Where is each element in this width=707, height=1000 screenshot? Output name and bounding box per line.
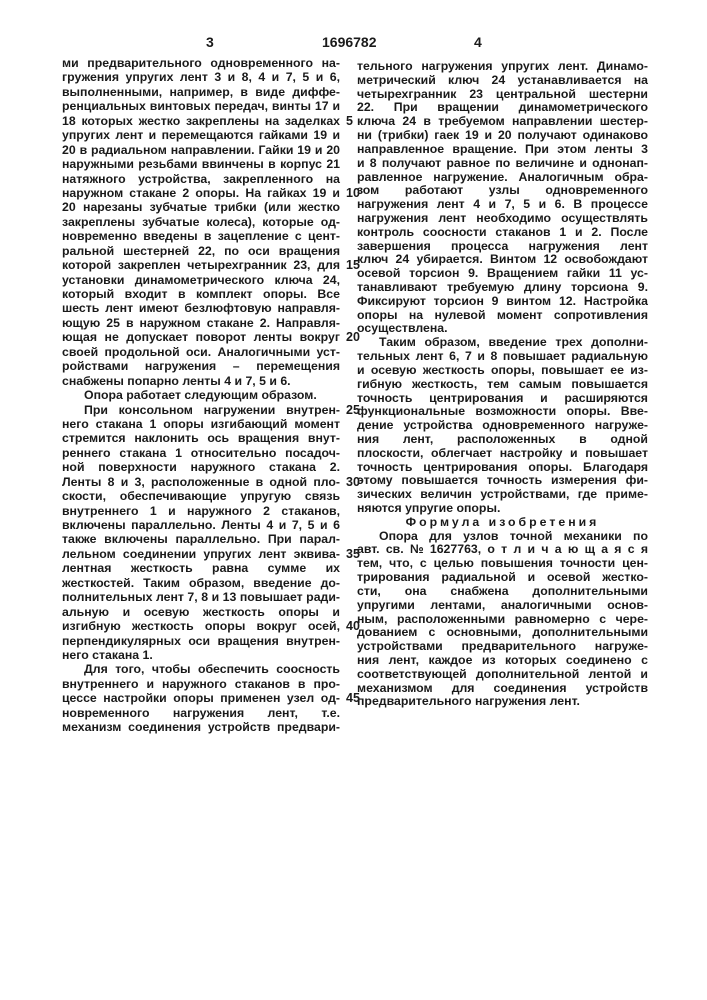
- text-line: [62, 229, 340, 243]
- text-line: [357, 392, 648, 406]
- text-line-content: предварительного нагружения лент.: [357, 695, 580, 709]
- text-line-content: дение устройства одновременного нагруже-: [357, 419, 648, 433]
- text-line-content: упругими лентами, аналогичными основ-: [357, 599, 648, 613]
- text-line-content: При консольном нагружении внутрен-: [62, 403, 340, 417]
- text-line: [357, 599, 648, 613]
- text-line-content: устройствами предварительного нагруже-: [357, 640, 648, 654]
- text-line: [62, 157, 340, 171]
- text-line: [62, 273, 340, 287]
- text-line-content: нагружения лент 4 и 7, 5 и 6. В процессе: [357, 198, 648, 212]
- line-number: 15: [346, 258, 366, 272]
- text-line-content: точность центрирования и расширяются: [357, 392, 648, 406]
- text-line-content: также включены параллельно. При парал-: [62, 532, 340, 546]
- text-line: [357, 461, 648, 475]
- text-line-content: ключ 24 убирается. Винтом 12 освобождают: [357, 253, 648, 267]
- text-line: [357, 198, 648, 212]
- text-line: [62, 403, 340, 417]
- text-line: [62, 186, 340, 200]
- text-line: [62, 345, 340, 359]
- text-line: [62, 128, 340, 142]
- text-line: [62, 532, 340, 546]
- text-line: [62, 330, 340, 344]
- text-line: [357, 668, 648, 682]
- left-text-column: [62, 56, 340, 735]
- text-line-content: механизмом для соединения устройств: [357, 682, 648, 696]
- text-line-content: гружения упругих лент 3 и 8, 4 и 7, 5 и 6,: [62, 70, 340, 84]
- text-line-content: четырехгранник 23 центральной шестерни: [357, 88, 648, 102]
- text-line-content: 22. При вращении динамометрического: [357, 101, 648, 115]
- text-line-content: ральной шестерней 22, по оси вращения: [62, 244, 340, 258]
- text-line: [62, 417, 340, 431]
- text-line-content: точность центрирования опоры. Благодаря: [357, 461, 648, 475]
- text-line: [357, 613, 648, 627]
- text-line: [62, 662, 340, 676]
- text-line-content: ющую 25 в наружном стакане 2. Направля-: [62, 316, 340, 330]
- text-line: [357, 626, 648, 640]
- text-line-content: упругих лент и перемещаются гайками 19 и: [62, 128, 340, 142]
- page-number-right: 4: [474, 34, 482, 50]
- text-line-content: новременного нагружения лент, т.е.: [62, 706, 340, 720]
- text-line: [357, 364, 648, 378]
- text-line: [62, 388, 340, 402]
- text-line: [62, 431, 340, 445]
- text-line-content: своей продольной оси. Аналогичными уст-: [62, 345, 340, 359]
- text-line: [62, 359, 340, 373]
- text-line-content: ния лент, расположенных в одной: [357, 433, 648, 447]
- line-number: 30: [346, 475, 366, 489]
- patent-number: 1696782: [322, 34, 377, 50]
- page-number-left: 3: [206, 34, 214, 50]
- text-line-content: внутреннего 1 и наружного 2 стаканов,: [62, 504, 340, 518]
- text-line-content: выполненными, например, в виде диффе-: [62, 85, 340, 99]
- text-line-content: цессе настройки опоры применен узел од-: [62, 691, 340, 705]
- text-line: [357, 295, 648, 309]
- text-line: [357, 502, 648, 516]
- text-line: [357, 571, 648, 585]
- text-line-content: Фиксируют торсион 9 винтом 12. Настройка: [357, 295, 648, 309]
- text-line: [357, 226, 648, 240]
- text-line-content: снабжены попарно ленты 4 и 7, 5 и 6.: [62, 374, 291, 388]
- text-line: [62, 114, 340, 128]
- text-line-content: метрический ключ 24 устанавливается на: [357, 74, 648, 88]
- text-line-content: лентная жесткость равна сумме их: [62, 561, 340, 575]
- text-line-content: завершения процесса нагружения лент: [357, 240, 648, 254]
- line-number: 40: [346, 619, 366, 633]
- text-line: [62, 316, 340, 330]
- text-line-content: новременно введены в зацепление с цент-: [62, 229, 340, 243]
- text-line-content: равленное нагружение. Аналогичным обра-: [357, 171, 648, 185]
- right-text-column: [357, 60, 648, 709]
- text-line-content: ния лент, каждое из которых соединено с: [357, 654, 648, 668]
- text-line: [357, 474, 648, 488]
- line-number: 20: [346, 330, 366, 344]
- text-line: [62, 374, 340, 388]
- text-line: [357, 557, 648, 571]
- text-line-content: наружными резьбами ввинчены в корпус 21: [62, 157, 340, 171]
- text-line-content: ной поверхности наружного стакана 2.: [62, 460, 340, 474]
- text-line: [62, 143, 340, 157]
- text-line-content: альную и осевую жесткость опоры и: [62, 605, 340, 619]
- text-line: [357, 350, 648, 364]
- text-line: [357, 212, 648, 226]
- text-line-content: Опора для узлов точной механики по: [357, 530, 648, 544]
- text-line-content: изгибную жесткость опоры вокруг осей,: [62, 619, 340, 633]
- text-line-content: ни (трибки) гаек 19 и 20 получают одинаково: [357, 129, 648, 143]
- text-line: [357, 281, 648, 295]
- text-line: [357, 695, 648, 709]
- text-line: [357, 129, 648, 143]
- text-line: [357, 60, 648, 74]
- text-line-content: сти, она снабжена дополнительными: [357, 585, 648, 599]
- text-line-content: зических величин устройствами, где приме-: [357, 488, 648, 502]
- text-line-content: лельном соединении упругих лент эквива-: [62, 547, 340, 561]
- line-number: 25: [346, 403, 366, 417]
- text-line: [357, 433, 648, 447]
- text-line: [62, 619, 340, 633]
- text-line: [62, 56, 340, 70]
- text-line-content: Ленты 8 и 3, расположенные в одной пло-: [62, 475, 340, 489]
- text-line: [357, 447, 648, 461]
- text-line-content: тельного нагружения упругих лент. Динамо-: [357, 60, 648, 74]
- text-line: [357, 640, 648, 654]
- text-line-content: опоры на нулевой момент сопротивления: [357, 309, 648, 323]
- text-line: [357, 184, 648, 198]
- text-line-content: контроль соосности стаканов 1 и 2. После: [357, 226, 648, 240]
- section-heading: [357, 516, 648, 530]
- text-line: [62, 200, 340, 214]
- text-line-content: ройствами нагружения – перемещения: [62, 359, 340, 373]
- text-line: [62, 634, 340, 648]
- text-line-content: закреплены зубчатые колеса), которые од-: [62, 215, 340, 229]
- text-line: [357, 101, 648, 115]
- text-line-content: ющая не допускает поворот ленты вокруг: [62, 330, 340, 344]
- text-line: [357, 543, 648, 557]
- text-line-content: Для того, чтобы обеспечить соосность: [62, 662, 340, 676]
- text-line-content: полнительных лент 7, 8 и 13 повышает ради-: [62, 590, 340, 604]
- text-line-content: наружном стакане 2 опоры. На гайках 19 и: [62, 186, 340, 200]
- text-line: [357, 88, 648, 102]
- text-line-content: 20 нарезаны зубчатые трибки (или жестко: [62, 200, 340, 214]
- text-line: [62, 215, 340, 229]
- text-line: [62, 504, 340, 518]
- text-line-content: осевой торсион 9. Вращением гайки 11 ус-: [357, 267, 648, 281]
- text-line-content: включены параллельно. Ленты 4 и 7, 5 и 6: [62, 518, 340, 532]
- text-line: [62, 301, 340, 315]
- text-line: [62, 287, 340, 301]
- text-line-content: Формула изобретения: [406, 516, 600, 530]
- text-line-content: танавливают требуемую длину торсиона 9.: [357, 281, 648, 295]
- text-line: [357, 74, 648, 88]
- line-number: 10: [346, 186, 366, 200]
- text-line-content: зом работают узлы одновременного: [357, 184, 648, 198]
- text-line: [357, 405, 648, 419]
- line-number: 5: [346, 114, 366, 128]
- text-line-content: этому повышается точность измерения фи-: [357, 474, 648, 488]
- text-line: [357, 240, 648, 254]
- text-line: [62, 99, 340, 113]
- text-line-content: шесть лент имеют безлюфтовую направля-: [62, 301, 340, 315]
- text-line: [357, 157, 648, 171]
- text-line-content: которой закреплен четырехгранник 23, для: [62, 258, 340, 272]
- text-line: [62, 172, 340, 186]
- text-line: [357, 530, 648, 544]
- text-line: [62, 677, 340, 691]
- text-line: [357, 585, 648, 599]
- text-line: [62, 605, 340, 619]
- text-line-content: гибную жесткость, тем самым повышается: [357, 378, 648, 392]
- text-line: [62, 590, 340, 604]
- text-line-content: няются упругие опоры.: [357, 502, 500, 516]
- line-number: 35: [346, 547, 366, 561]
- text-line-content: натяжного устройства, закрепленного на: [62, 172, 340, 186]
- text-line-content: Таким образом, введение трех дополни-: [357, 336, 648, 350]
- text-line-content: ключа 24 в требуемом направлении шестер-: [357, 115, 648, 129]
- text-line-content: перпендикулярных оси вращения внутрен-: [62, 634, 340, 648]
- text-line: [357, 143, 648, 157]
- text-line-content: скости, обеспечивающие упругую связь: [62, 489, 340, 503]
- text-line: [357, 378, 648, 392]
- text-line: [62, 706, 340, 720]
- text-line: [357, 115, 648, 129]
- text-line-content: механизм соединения устройств предвари-: [62, 720, 340, 734]
- text-line: [62, 475, 340, 489]
- text-line-content: внутреннего и наружного стаканов в про-: [62, 677, 340, 691]
- text-line-content: стремится наклонить ось вращения внут-: [62, 431, 340, 445]
- text-line-content: тельных лент 6, 7 и 8 повышает радиальную: [357, 350, 648, 364]
- text-line: [62, 258, 340, 272]
- text-line-content: тем, что, с целью повышения точности цен-: [357, 557, 648, 571]
- text-line: [62, 518, 340, 532]
- text-line: [62, 460, 340, 474]
- text-line-content: функциональные возможности опоры. Вве-: [357, 405, 648, 419]
- text-line: [357, 654, 648, 668]
- text-line: [357, 171, 648, 185]
- text-line: [357, 488, 648, 502]
- text-line-content: установки динамометрического ключа 24,: [62, 273, 340, 287]
- text-line: [357, 336, 648, 350]
- text-line-content: который входит в комплект опоры. Все: [62, 287, 340, 301]
- text-line: [62, 489, 340, 503]
- text-line-content: Опора работает следующим образом.: [62, 388, 317, 402]
- text-line: [357, 419, 648, 433]
- text-line: [357, 322, 648, 336]
- text-line-content: соответствующей дополнительной лентой и: [357, 668, 648, 682]
- line-number: 45: [346, 691, 366, 705]
- text-line: [62, 648, 340, 662]
- text-line-content: осуществлена.: [357, 322, 448, 336]
- text-line: [62, 244, 340, 258]
- text-line: [62, 70, 340, 84]
- text-line-content: 18 которых жестко закреплены на заделках: [62, 114, 340, 128]
- text-line-content: трирования радиальной и осевой жестко-: [357, 571, 648, 585]
- text-line: [62, 85, 340, 99]
- text-line-content: него стакана 1 опоры изгибающий момент: [62, 417, 340, 431]
- text-line-content: жесткостей. Таким образом, введение до-: [62, 576, 340, 590]
- text-line: [62, 547, 340, 561]
- text-line-content: авт. св. № 1627763, о т л и ч а ю щ а я с я: [357, 543, 648, 557]
- text-line: [357, 682, 648, 696]
- text-line-content: ренциальных винтовых передач, винты 17 и: [62, 99, 340, 113]
- text-line-content: реннего стакана 1 относительно посадоч-: [62, 446, 340, 460]
- text-line-content: 20 в радиальном направлении. Гайки 19 и 20: [62, 143, 340, 157]
- text-line-content: ми предварительного одновременного на-: [62, 56, 340, 70]
- text-line: [62, 561, 340, 575]
- text-line-content: направленное вращение. При этом ленты 3: [357, 143, 648, 157]
- text-line-content: и 8 получают равное по величине и однонап-: [357, 157, 648, 171]
- text-line-content: ным, расположенными равномерно с чере-: [357, 613, 648, 627]
- text-line: [357, 309, 648, 323]
- text-line-content: нагружения лент необходимо осуществлять: [357, 212, 648, 226]
- text-line-content: и осевую жесткость опоры, повышает ее из-: [357, 364, 648, 378]
- text-line-content: дованием с основными, дополнительными: [357, 626, 648, 640]
- text-line: [62, 576, 340, 590]
- text-line-content: плоскости, облегчает настройку и повышает: [357, 447, 648, 461]
- text-line: [357, 267, 648, 281]
- text-line: [62, 691, 340, 705]
- text-line: [357, 253, 648, 267]
- text-line: [62, 446, 340, 460]
- text-line-content: него стакана 1.: [62, 648, 153, 662]
- text-line: [62, 720, 340, 734]
